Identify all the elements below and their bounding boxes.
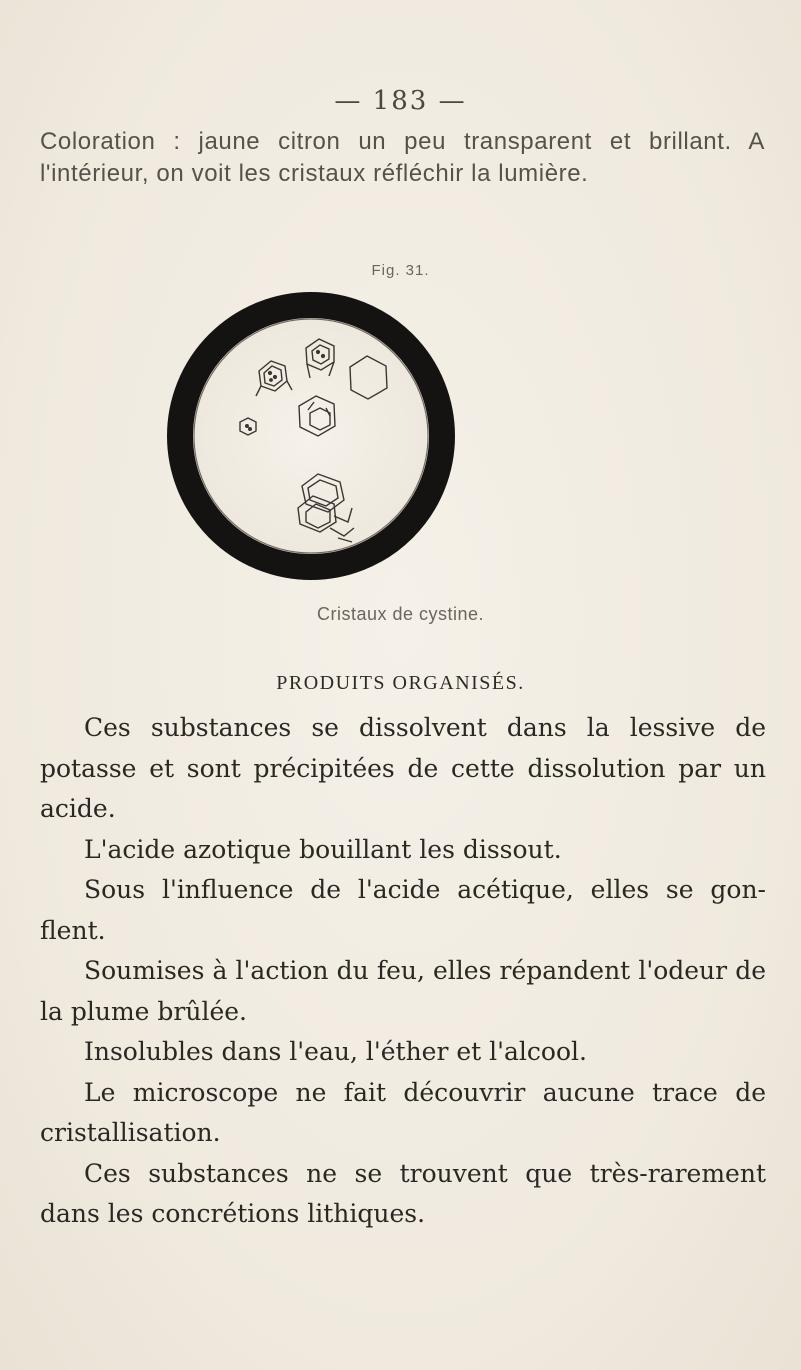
paragraph: Sous l'influence de l'acide acétique, elles se gon-flent. bbox=[40, 875, 766, 945]
figure-label: Fig. 31. bbox=[371, 262, 430, 279]
body-text bbox=[40, 708, 766, 1235]
page-number: — 183 — bbox=[334, 86, 467, 116]
paragraph: Insolubles dans l'eau, l'éther et l'alcool. bbox=[84, 1037, 587, 1066]
paragraph: Ces substances ne se trouvent que très-rarement dans les concrétions lithiques. bbox=[40, 1158, 766, 1228]
paragraph: Ces substances se dissolvent dans la lessive de potasse et sont précipitées de cette dissolution par un acide. bbox=[40, 713, 766, 823]
figure-caption: Cristaux de cystine. bbox=[316, 604, 485, 624]
intro-paragraph: Coloration : jaune citron un peu transparent et brillant. A l'intérieur, on voit les cristaux réfléchir la lumière. bbox=[40, 128, 765, 187]
section-title: PRODUITS ORGANISÉS. bbox=[276, 672, 525, 694]
cystine-crystals-illustration bbox=[158, 286, 464, 586]
paragraph: Soumises à l'action du feu, elles répandent l'odeur de la plume brûlée. bbox=[40, 956, 766, 1026]
paragraph: Le microscope ne fait découvrir aucune trace de cristallisation. bbox=[40, 1077, 766, 1147]
paragraph: L'acide azotique bouillant les dissout. bbox=[84, 834, 562, 864]
